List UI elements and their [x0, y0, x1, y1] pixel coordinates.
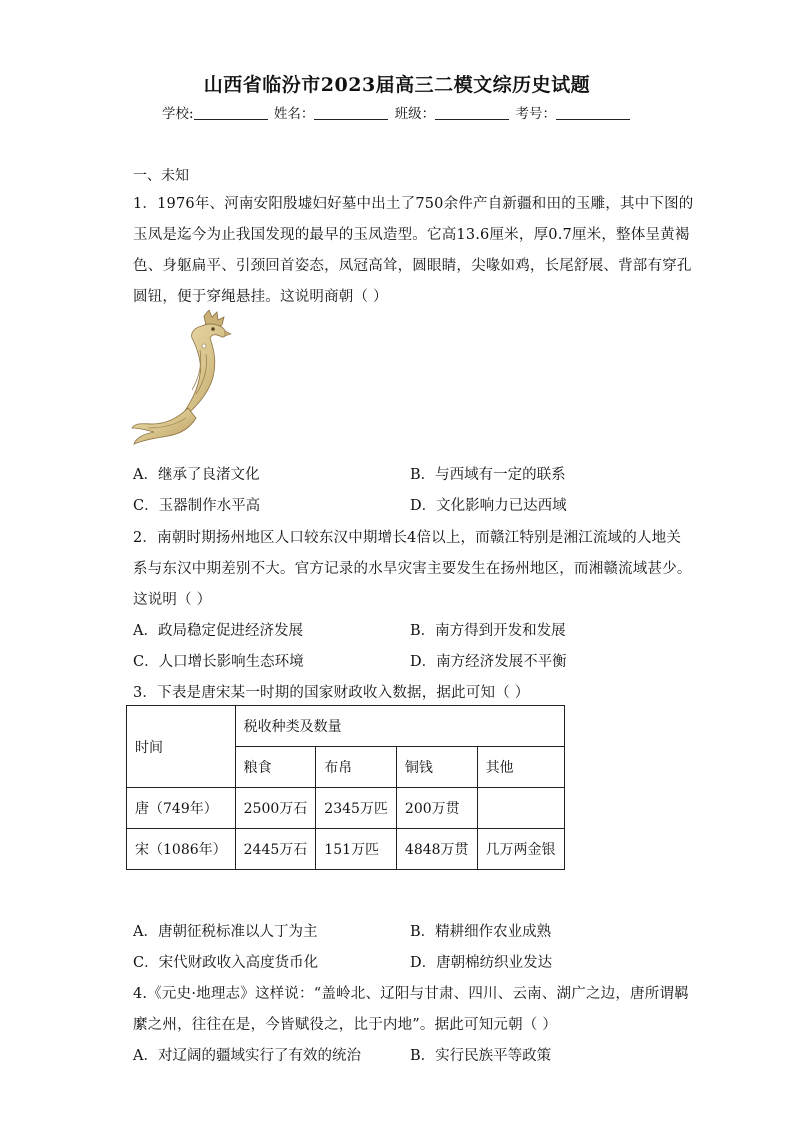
- name-blank[interactable]: [314, 105, 388, 120]
- q3-stem: 3．下表是唐宋某一时期的国家财政收入数据，据此可知（ ）: [133, 685, 530, 701]
- q3-option-b[interactable]: B．精耕细作农业成熟: [410, 924, 552, 940]
- q2-line: 系与东汉中期差别不大。官方记录的水旱灾害主要发生在扬州地区，而湘赣流域甚少。: [133, 561, 692, 577]
- section-heading: 一、未知: [133, 168, 189, 184]
- q4-option-b[interactable]: B．实行民族平等政策: [410, 1048, 552, 1064]
- name-label: 姓名：: [273, 106, 315, 122]
- class-label: 班级：: [394, 106, 436, 122]
- table-cell: 2345万匹: [316, 788, 397, 829]
- q2-option-b[interactable]: B．南方得到开发和发展: [410, 623, 566, 639]
- table-header-group: 税收种类及数量: [235, 706, 564, 747]
- q1-line: 玉凤是迄今为止我国发现的最早的玉凤造型。它高13.6厘米，厚0.7厘米，整体呈黄褐: [133, 227, 690, 243]
- q1-option-c[interactable]: C．玉器制作水平高: [133, 498, 261, 514]
- student-info-line: [0, 102, 794, 122]
- q1-line: 1．1976年、河南安阳殷墟妇好墓中出土了750余件产自新疆和田的玉雕，其中下图的: [133, 196, 694, 212]
- q1-option-a[interactable]: A．继承了良渚文化: [133, 467, 260, 483]
- q2-option-c[interactable]: C．人口增长影响生态环境: [133, 654, 304, 670]
- q1-line: 圆钮，便于穿绳悬挂。这说明商朝（ ）: [133, 289, 388, 305]
- q1-option-b[interactable]: B．与西域有一定的联系: [410, 467, 566, 483]
- exam-number-blank[interactable]: [556, 105, 630, 120]
- class-blank[interactable]: [435, 105, 509, 120]
- q3-option-c[interactable]: C．宋代财政收入高度货币化: [133, 955, 319, 971]
- q4-option-a[interactable]: A．对辽阔的疆域实行了有效的统治: [133, 1048, 361, 1064]
- school-blank[interactable]: [194, 105, 268, 120]
- table-row: [127, 829, 565, 870]
- exam-number-label: 考号：: [515, 106, 556, 122]
- table-cell: 几万两金银: [477, 829, 564, 870]
- jade-phoenix-image: [130, 310, 250, 450]
- table-cell-time: 唐（749年）: [127, 788, 236, 829]
- table-header-time: 时间: [127, 706, 236, 788]
- table-column-header: 粮食: [235, 747, 316, 788]
- table-cell: 4848万贯: [396, 829, 477, 870]
- q1-line: 色、身躯扁平、引颈回首姿态，凤冠高耸，圆眼睛，尖喙如鸡，长尾舒展、背部有穿孔: [133, 258, 692, 274]
- table-cell: 2500万石: [235, 788, 316, 829]
- q2-line: 2．南朝时期扬州地区人口较东汉中期增长4倍以上，而赣江特别是湘江流域的人地关: [133, 530, 682, 546]
- q2-line: 这说明（ ）: [133, 592, 212, 608]
- q2-option-a[interactable]: A．政局稳定促进经济发展: [133, 623, 303, 639]
- table-cell: 200万贯: [396, 788, 477, 829]
- table-cell-time: 宋（1086年）: [127, 829, 236, 870]
- school-label: 学校:: [162, 106, 194, 122]
- table-column-header: 铜钱: [396, 747, 477, 788]
- revenue-table: [126, 705, 565, 870]
- q4-line: 縻之州，往往在是，今皆赋役之，比于内地”。据此可知元朝（ ）: [133, 1017, 558, 1033]
- table-cell: 151万匹: [316, 829, 397, 870]
- q2-option-d[interactable]: D．南方经济发展不平衡: [410, 654, 567, 670]
- exam-title: 山西省临汾市2023届高三二模文综历史试题: [203, 74, 591, 96]
- table-cell: 2445万石: [235, 829, 316, 870]
- table-column-header: 其他: [477, 747, 564, 788]
- q4-line: 4.《元史·地理志》这样说：“盖岭北、辽阳与甘肃、四川、云南、湖广之边，唐所谓羁: [133, 986, 689, 1002]
- table-column-header: 布帛: [316, 747, 397, 788]
- q1-option-d[interactable]: D．文化影响力已达西域: [410, 498, 567, 514]
- q3-option-d[interactable]: D．唐朝棉纺织业发达: [410, 955, 553, 971]
- table-cell: [477, 788, 564, 829]
- q3-option-a[interactable]: A．唐朝征税标准以人丁为主: [133, 924, 318, 940]
- table-row: [127, 788, 565, 829]
